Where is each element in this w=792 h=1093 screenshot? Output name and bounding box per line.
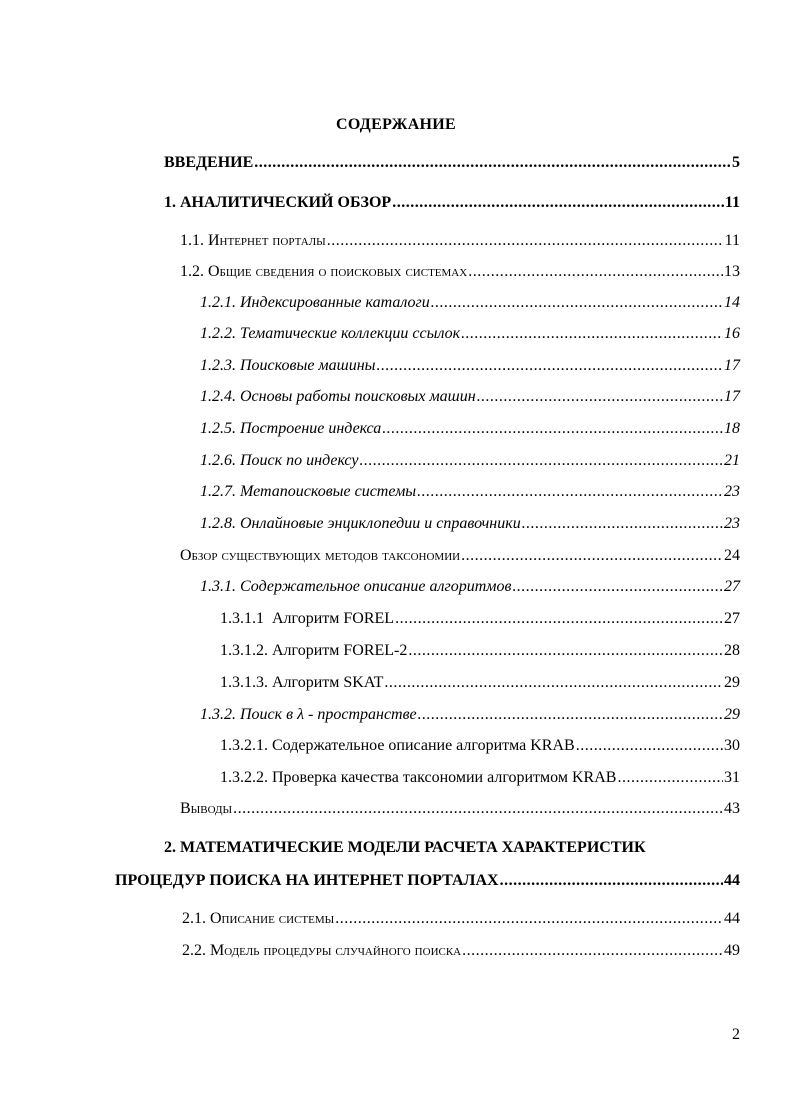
leader-dots [395,610,723,628]
toc-entry-label: 2.1. Описание системы [182,910,335,927]
leader-dots [512,578,723,596]
toc-entry-page: 30 [724,737,740,754]
toc-entry-1-2-7[interactable] [200,483,740,501]
toc-entry-1-3-2-2[interactable] [220,769,740,787]
toc-entry-page: 27 [724,610,740,627]
toc-entry-label: 1.2.4. Основы работы поисковых машин [200,388,476,405]
leader-dots [576,737,723,755]
toc-entry-label: 1.1. Интернет порталы [180,232,326,249]
leader-dots [418,706,723,724]
toc-entry-1-2-2[interactable] [200,325,740,343]
toc-entry-page: 44 [724,910,740,927]
toc-chapter-2-heading-line-1[interactable]: 2. МАТЕМАТИЧЕСКИЕ МОДЕЛИ РАСЧЕТА ХАРАКТЕРИСТИК [164,839,646,856]
leader-dots [617,769,723,787]
toc-entry-chapter-1[interactable] [164,194,740,212]
toc-entry-label: 1.3.2. Поиск в λ - пространстве [200,706,417,723]
toc-entry-label: Обзор существующих методов таксономии [180,547,461,564]
leader-dots [327,232,724,250]
toc-entry-1-3-1-1[interactable] [220,610,740,628]
toc-entry-label: ВВЕДЕНИЕ [164,154,254,171]
toc-entry-page: 24 [724,547,740,564]
toc-entry-1-3-1[interactable] [200,578,740,596]
toc-entry-label: 1.3.1.3. Алгоритм SKAT [220,674,384,691]
toc-entry-1-3-1-2[interactable] [220,642,740,660]
toc-entry-page: 29 [724,706,740,723]
toc-entry-1-3-1-3[interactable] [220,674,740,692]
toc-entry-label: 1.2.8. Онлайновые энциклопедии и справочники [200,515,521,532]
toc-entry-label: 1.2.2. Тематические коллекции ссылок [200,325,461,342]
leader-dots [254,154,731,172]
toc-entry-page: 31 [724,769,740,786]
leader-dots [392,194,724,212]
leader-dots [359,452,723,470]
toc-title: СОДЕРЖАНИЕ [335,116,457,133]
toc-entry-page: 11 [724,232,740,249]
toc-entry-page: 23 [724,483,740,500]
leader-dots [417,483,723,501]
leader-dots [477,388,723,406]
toc-entry-label: 1.3.2.1. Содержательное описание алгоритма KRAB [220,737,575,754]
toc-entry-page: 13 [724,263,740,280]
toc-entry-page: 5 [732,154,740,171]
leader-dots [461,325,723,343]
toc-entry-label: 1.3.1.2. Алгоритм FOREL-2 [220,642,408,659]
toc-entry-label: 2.2. Модель процедуры случайного поиска [182,942,462,959]
toc-entry-label: 1.2.3. Поисковые машины [200,357,376,374]
toc-entry-label: 1.2. Общие сведения о поисковых системах [180,263,468,280]
toc-entry-page: 16 [724,325,740,342]
leader-dots [468,263,723,281]
toc-entry-page: 21 [724,452,740,469]
toc-entry-1-2-1[interactable] [200,294,740,312]
leader-dots [335,910,723,928]
toc-entry-label: 1.3.1. Содержательное описание алгоритмов [200,578,512,595]
toc-entry-label: 1.2.6. Поиск по индексу [200,452,359,469]
toc-entry-page: 44 [724,872,740,889]
leader-dots [384,674,723,692]
leader-dots [431,294,723,312]
toc-entry-label: ПРОЦЕДУР ПОИСКА НА ИНТЕРНЕТ ПОРТАЛАХ [115,872,499,889]
toc-entry-page: 29 [724,674,740,691]
toc-entry-1-1[interactable] [180,232,740,250]
toc-entry-page: 17 [724,388,740,405]
toc-entry-1-2-8[interactable] [200,515,740,533]
toc-entry-page: 17 [724,357,740,374]
toc-entry-chapter-2[interactable] [115,872,740,890]
toc-entry-label: Выводы [180,800,233,817]
toc-entry-1-3-2-1[interactable] [220,737,740,755]
toc-entry-label: 1. АНАЛИТИЧЕСКИЙ ОБЗОР [164,194,392,211]
toc-entry-label: 1.3.1.1 Алгоритм FOREL [220,610,395,627]
toc-entry-page: 43 [724,800,740,817]
leader-dots [461,547,723,565]
toc-entry-page: 49 [724,942,740,959]
toc-entry-2-1[interactable] [182,910,740,928]
toc-entry-label: 1.2.1. Индексированные каталоги [200,294,430,311]
toc-entry-page: 27 [724,578,740,595]
toc-entry-1-3[interactable] [180,547,740,565]
leader-dots [522,515,723,533]
toc-entry-page: 14 [724,294,740,311]
toc-entry-label: 1.3.2.2. Проверка качества таксономии алгоритмом KRAB [220,769,617,786]
toc-entry-1-2-6[interactable] [200,452,740,470]
toc-entry-2-2[interactable] [182,942,740,960]
page-number: 2 [732,1026,740,1043]
toc-entry-conclusions[interactable] [180,800,740,818]
toc-entry-page: 11 [724,194,740,211]
toc-entry-label: 1.2.7. Метапоисковые системы [200,483,417,500]
leader-dots [233,800,723,818]
leader-dots [376,357,723,375]
leader-dots [500,872,723,890]
leader-dots [462,942,723,960]
toc-entry-page: 23 [724,515,740,532]
leader-dots [382,420,723,438]
toc-entry-label: 1.2.5. Построение индекса [200,420,382,437]
toc-entry-introduction[interactable] [164,154,740,172]
toc-entry-1-2-3[interactable] [200,357,740,375]
toc-entry-page: 18 [724,420,740,437]
toc-entry-1-2-5[interactable] [200,420,740,438]
toc-entry-1-2[interactable] [180,263,740,281]
toc-entry-1-2-4[interactable] [200,388,740,406]
toc-entry-1-3-2[interactable] [200,706,740,724]
toc-entry-page: 28 [724,642,740,659]
leader-dots [408,642,723,660]
